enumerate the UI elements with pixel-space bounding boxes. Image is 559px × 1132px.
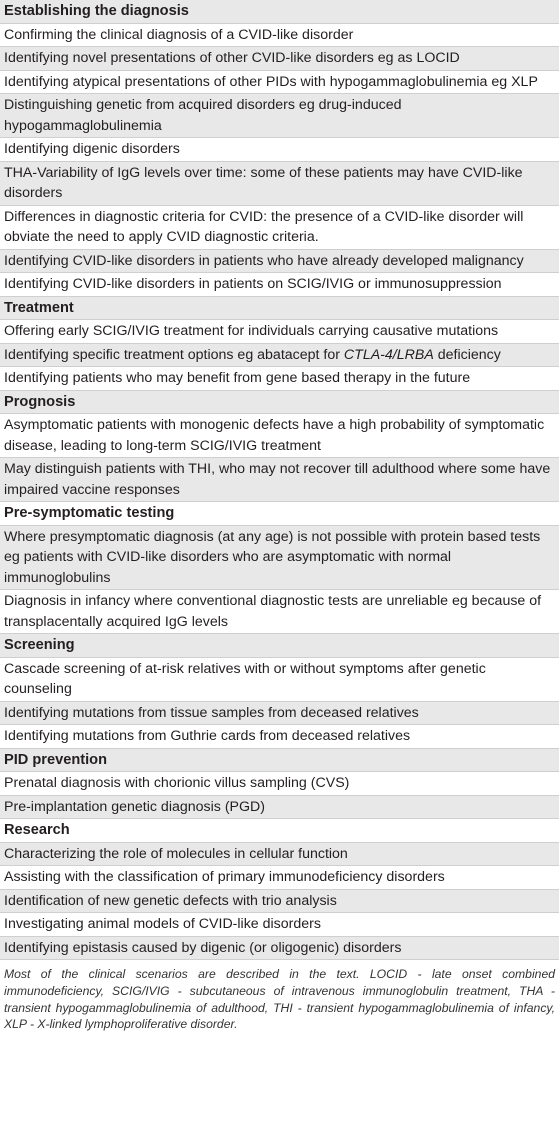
table-row: Distinguishing genetic from acquired disorders eg drug-induced hypogammaglobulinemia <box>0 94 559 138</box>
table-row: Differences in diagnostic criteria for CVID: the presence of a CVID-like disorder will obviate the need to apply CVID diagnostic criteria. <box>0 206 559 250</box>
section-heading-screening: Screening <box>0 634 559 658</box>
table-row: Where presymptomatic diagnosis (at any age) is not possible with protein based tests eg patients with CVID-like disorders who are asymptomatic with normal immunoglobulins <box>0 526 559 591</box>
table-row: Identifying patients who may benefit from gene based therapy in the future <box>0 367 559 391</box>
table-row: Identifying digenic disorders <box>0 138 559 162</box>
table-row: May distinguish patients with THI, who may not recover till adulthood where some have impaired vaccine responses <box>0 458 559 502</box>
section-heading-pid-prevention: PID prevention <box>0 749 559 773</box>
table-row: Offering early SCIG/IVIG treatment for individuals carrying causative mutations <box>0 320 559 344</box>
table-row: THA-Variability of IgG levels over time: some of these patients may have CVID-like disorders <box>0 162 559 206</box>
gene-name-italic: CTLA-4/LRBA <box>343 346 434 363</box>
table-row: Identifying mutations from Guthrie cards from deceased relatives <box>0 725 559 749</box>
table-row: Identifying epistasis caused by digenic (or oligogenic) disorders <box>0 937 559 961</box>
section-heading-treatment: Treatment <box>0 297 559 321</box>
table-row: Investigating animal models of CVID-like disorders <box>0 913 559 937</box>
table-row: Identifying mutations from tissue samples from deceased relatives <box>0 702 559 726</box>
table-row <box>0 344 559 368</box>
table-row: Confirming the clinical diagnosis of a CVID-like disorder <box>0 24 559 48</box>
table-row: Diagnosis in infancy where conventional diagnostic tests are unreliable eg because of transplacentally acquired IgG levels <box>0 590 559 634</box>
table-row: Identifying CVID-like disorders in patients who have already developed malignancy <box>0 250 559 274</box>
table-row: Identifying CVID-like disorders in patients on SCIG/IVIG or immunosuppression <box>0 273 559 297</box>
section-heading-prognosis: Prognosis <box>0 391 559 415</box>
table-row: Identifying atypical presentations of other PIDs with hypogammaglobulinemia eg XLP <box>0 71 559 95</box>
section-heading-diagnosis: Establishing the diagnosis <box>0 0 559 24</box>
table-row: Characterizing the role of molecules in cellular function <box>0 843 559 867</box>
table-row: Prenatal diagnosis with chorionic villus sampling (CVS) <box>0 772 559 796</box>
table-row: Assisting with the classification of primary immunodeficiency disorders <box>0 866 559 890</box>
table-row: Identifying novel presentations of other CVID-like disorders eg as LOCID <box>0 47 559 71</box>
row-text: Identifying specific treatment options eg abatacept for <box>4 346 344 363</box>
table-row: Identification of new genetic defects with trio analysis <box>0 890 559 914</box>
section-heading-presymptomatic: Pre-symptomatic testing <box>0 502 559 526</box>
row-text-suffix: deficiency <box>433 346 501 363</box>
table-row: Asymptomatic patients with monogenic defects have a high probability of symptomatic disease, leading to long-term SCIG/IVIG treatment <box>0 414 559 458</box>
table-row: Pre-implantation genetic diagnosis (PGD) <box>0 796 559 820</box>
table-row: Cascade screening of at-risk relatives with or without symptoms after genetic counseling <box>0 658 559 702</box>
section-heading-research: Research <box>0 819 559 843</box>
table-footnote: Most of the clinical scenarios are described in the text. LOCID - late onset combined immunodeficiency, SCIG/IVIG - subcutaneous of intravenous immunoglobulin treatment, THA - transient hypogammaglobulinemia of adulthood, THI - transient hypogammaglobulinemia of infancy, XLP - X-linked lymphoproliferative disorder. <box>4 967 555 1032</box>
